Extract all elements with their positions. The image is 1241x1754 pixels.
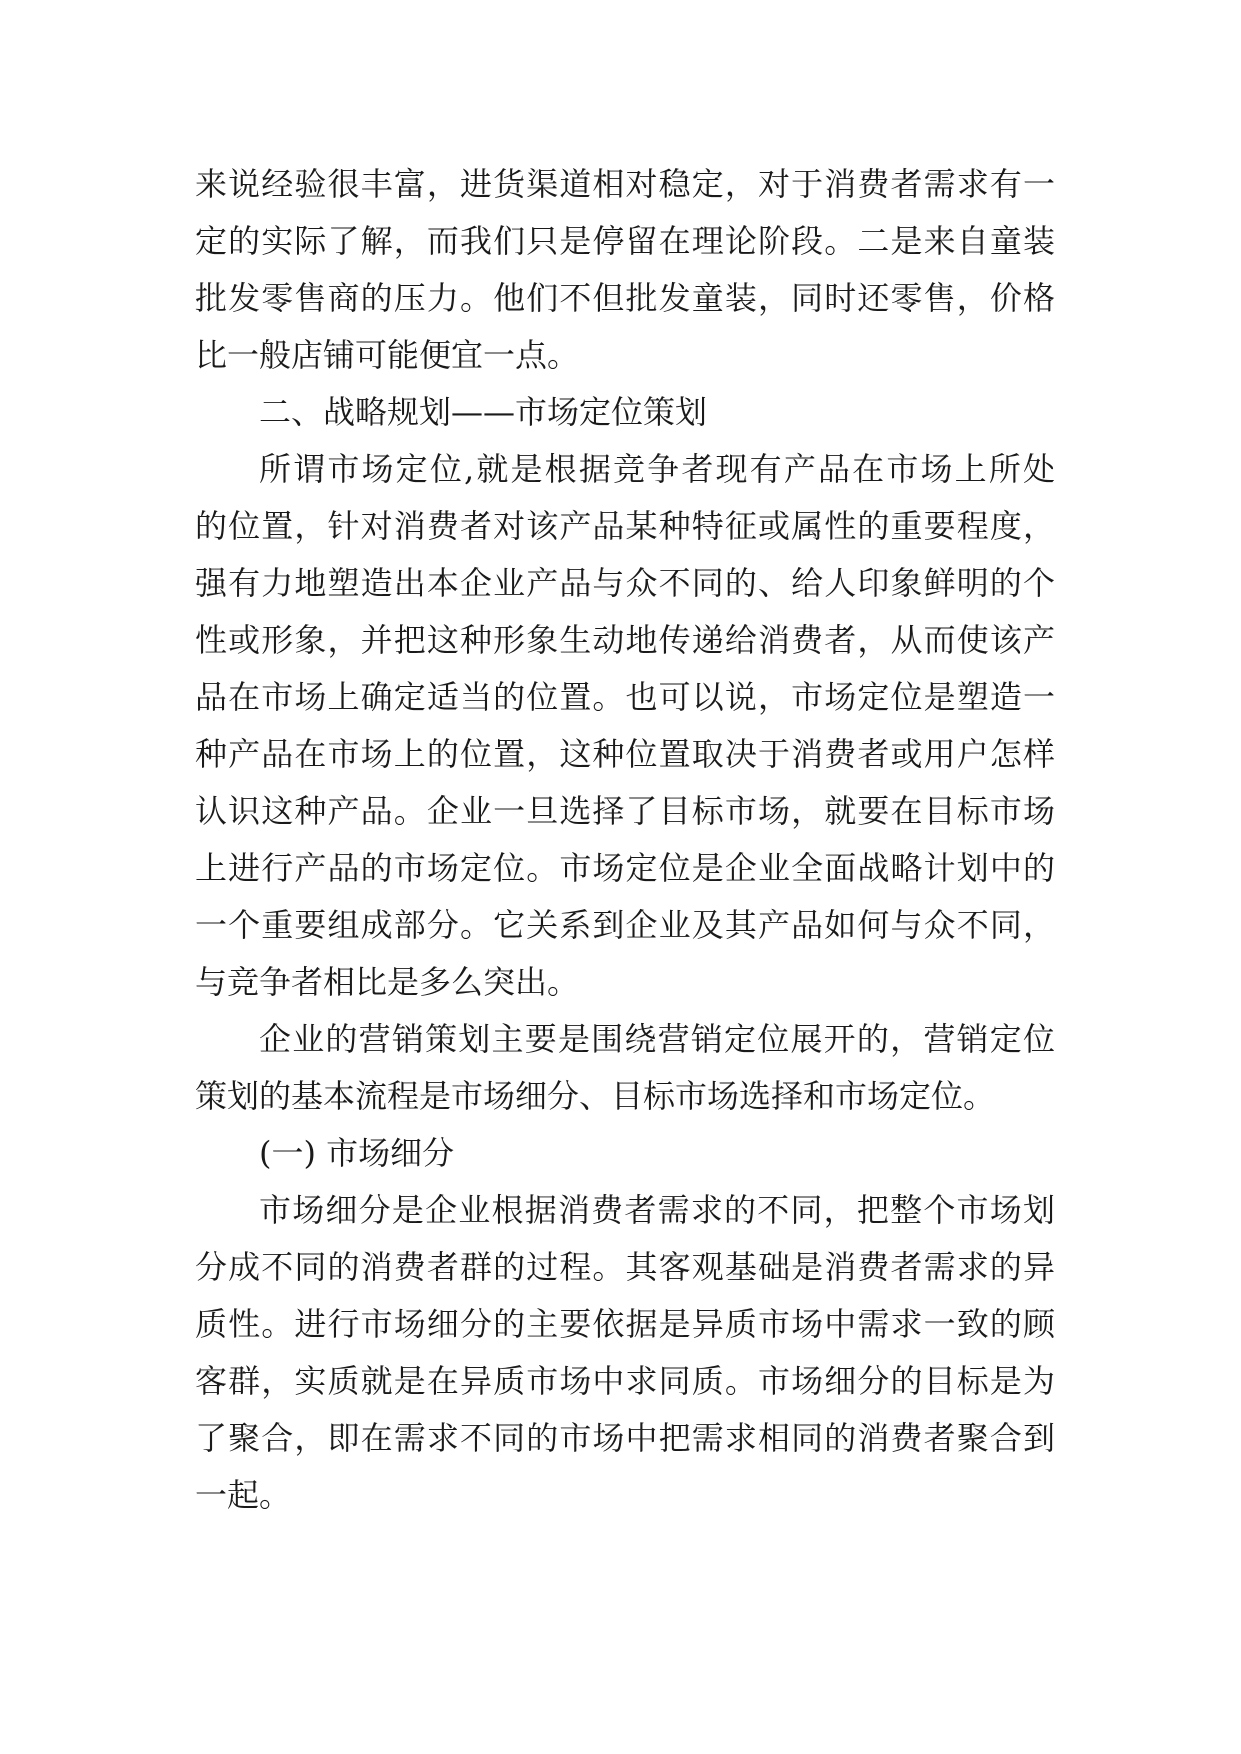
document-body (195, 156, 1055, 1524)
paragraph-line: 策划的基本流程是市场细分、目标市场选择和市场定位。 (195, 1077, 996, 1115)
paragraph-line: 强有力地塑造出本企业产品与众不同的、给人印象鲜明的个 (195, 564, 1055, 602)
paragraph-line: 企业的营销策划主要是围绕营销定位展开的，营销定位 (259, 1020, 1055, 1058)
paragraph-line: 质性。进行市场细分的主要依据是异质市场中需求一致的顾 (195, 1305, 1055, 1343)
paragraph-line: 客群，实质就是在异质市场中求同质。市场细分的目标是为 (195, 1362, 1055, 1400)
paragraph-line: 一起。 (195, 1476, 292, 1514)
paragraph-line: 市场细分是企业根据消费者需求的不同，把整个市场划 (259, 1191, 1055, 1229)
paragraph-line: 批发零售商的压力。他们不但批发童装，同时还零售，价格 (195, 279, 1055, 317)
paragraph-line: 性或形象，并把这种形象生动地传递给消费者，从而使该产 (195, 621, 1055, 659)
paragraph-line: 定的实际了解，而我们只是停留在理论阶段。二是来自童装 (195, 222, 1055, 260)
paragraph-line: 品在市场上确定适当的位置。也可以说，市场定位是塑造一 (195, 678, 1055, 716)
section-heading: 二、战略规划——市场定位策划 (259, 393, 708, 431)
paragraph-line: 来说经验很丰富，进货渠道相对稳定，对于消费者需求有一 (195, 165, 1055, 203)
subsection-heading: (一) 市场细分 (259, 1134, 455, 1172)
paragraph-line: 了聚合，即在需求不同的市场中把需求相同的消费者聚合到 (195, 1419, 1055, 1457)
paragraph-line: 上进行产品的市场定位。市场定位是企业全面战略计划中的 (195, 849, 1055, 887)
paragraph-line: 的位置，针对消费者对该产品某种特征或属性的重要程度， (195, 507, 1055, 545)
paragraph-line: 种产品在市场上的位置，这种位置取决于消费者或用户怎样 (195, 735, 1055, 773)
paragraph-line: 一个重要组成部分。它关系到企业及其产品如何与众不同， (195, 906, 1055, 944)
paragraph-line: 所谓市场定位,就是根据竞争者现有产品在市场上所处 (259, 450, 1055, 488)
paragraph-line: 比一般店铺可能便宜一点。 (195, 336, 580, 374)
paragraph-line: 分成不同的消费者群的过程。其客观基础是消费者需求的异 (195, 1248, 1055, 1286)
paragraph-line: 认识这种产品。企业一旦选择了目标市场，就要在目标市场 (195, 792, 1055, 830)
paragraph-line: 与竞争者相比是多么突出。 (195, 963, 580, 1001)
